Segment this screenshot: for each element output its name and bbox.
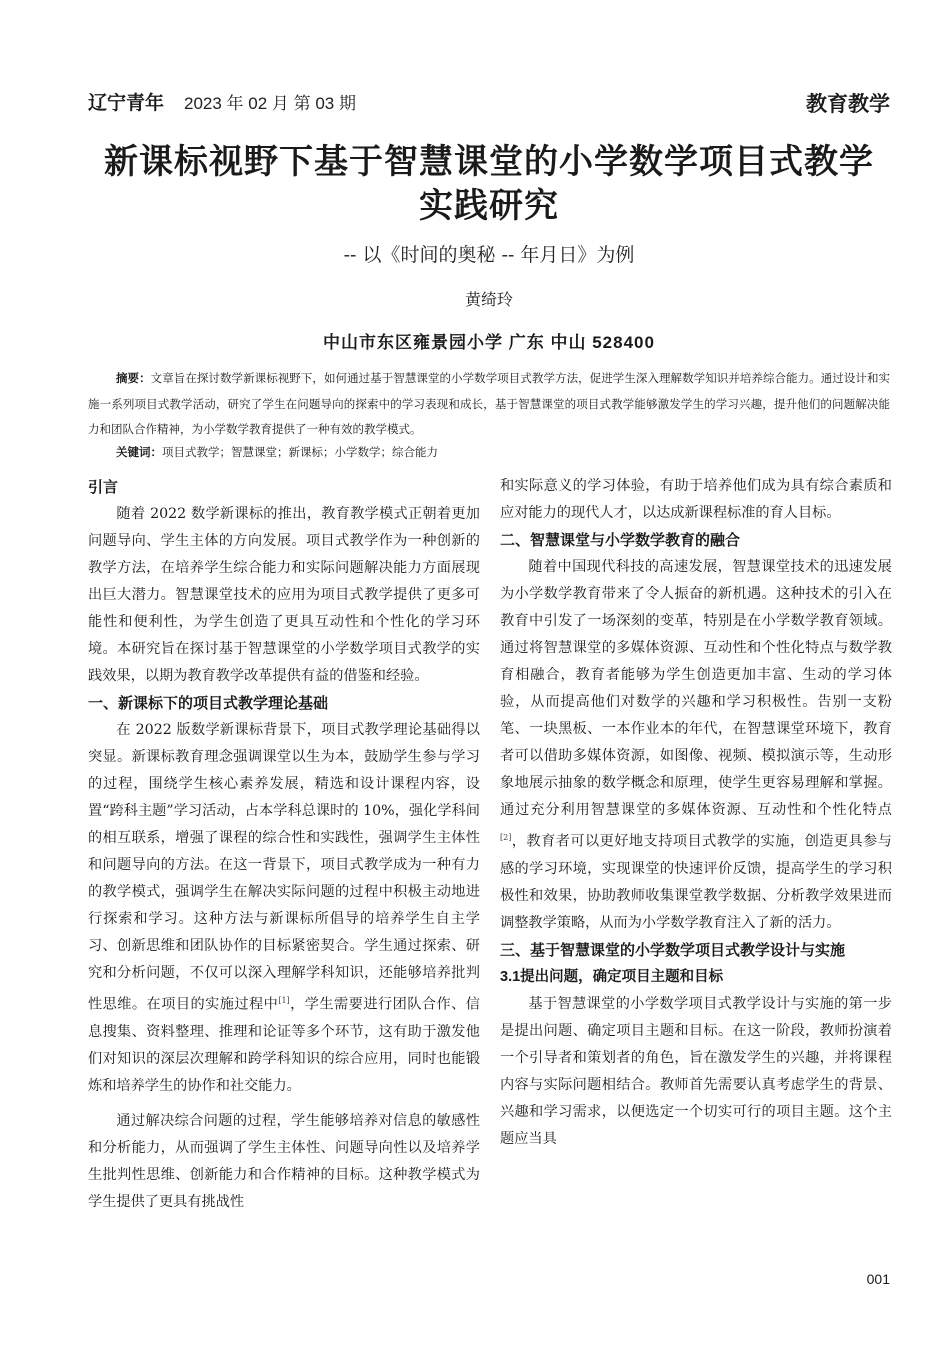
article-title: 新课标视野下基于智慧课堂的小学数学项目式教学实践研究 bbox=[104, 142, 874, 226]
abstract bbox=[88, 366, 890, 442]
keywords-label: 关键词： bbox=[116, 447, 162, 459]
intro-paragraph: 随着 2022 数学新课标的推出，教育教学模式正朝着更加问题导向、学生主体的方向发展。项目式教学作为一种创新的教学方法，在培养学生综合能力和实际问题解决能力方面展现出巨大潜力。智慧课堂技术的应用为项目式教学提供了更多可能性和便利性，为学生创造了更具互动性和个性化的学习环境。本研究旨在探讨基于智慧课堂的小学数学项目式教学的实践效果，以期为教育教学改革提供有益的借鉴和经验。 bbox=[88, 506, 480, 684]
section-2-paragraph-text-b: ，教育者可以更好地支持项目式教学的实施，创造更具参与感的学习环境，实现课堂的快速评价反馈，提高学生的学习积极性和效果，协助教师收集课堂教学数据、分析教学效果进而调整教学策略，从而为小学数学教育注入了新的活力。 bbox=[500, 833, 892, 931]
abstract-text: 文章旨在探讨数学新课标视野下，如何通过基于智慧课堂的小学数学项目式教学方法，促进学生深入理解数学知识并培养综合能力。通过设计和实施一系列项目式教学活动，研究了学生在问题导向的探索中的学习表现和成长，基于智慧课堂的项目式教学能够激发学生的学习兴趣，提升他们的问题解决能力和团队合作精神，为小学数学教育提供了一种有效的教学模式。 bbox=[88, 371, 891, 436]
section-1-paragraph-2: 通过解决综合问题的过程，学生能够培养对信息的敏感性和分析能力，从而强调了学生主体性、问题导向性以及培养学生批判性思维、创新能力和合作精神的目标。这种教学模式为学生提供了更具有挑战性 bbox=[88, 1112, 480, 1210]
section-3-1-heading: 3.1提出问题，确定项目主题和目标 bbox=[500, 968, 724, 985]
author-affiliation: 中山市东区雍景园小学 广东 中山 528400 bbox=[323, 333, 655, 352]
keywords bbox=[116, 442, 890, 463]
section-label: 教育教学 bbox=[806, 93, 890, 116]
journal-name: 辽宁青年 bbox=[88, 93, 165, 114]
section-2-heading: 二、智慧课堂与小学数学教育的融合 bbox=[500, 532, 741, 549]
article-subtitle: -- 以《时间的奥秘 -- 年月日》为例 bbox=[343, 244, 635, 266]
page-header bbox=[88, 88, 890, 122]
section-3-heading: 三、基于智慧课堂的小学数学项目式教学设计与实施 bbox=[500, 941, 846, 959]
author-name: 黄绮玲 bbox=[464, 290, 513, 309]
citation-1: [1] bbox=[278, 996, 290, 1005]
section-1-heading: 一、新课标下的项目式教学理论基础 bbox=[88, 695, 329, 712]
section-1-paragraph-1 bbox=[88, 717, 480, 1100]
page-number: 001 bbox=[866, 1271, 890, 1287]
issue-info: 2023 年 02 月 第 03 期 bbox=[184, 94, 356, 113]
abstract-label: 摘要： bbox=[116, 373, 151, 385]
keywords-text: 项目式教学；智慧课堂；新课标；小学数学；综合能力 bbox=[162, 445, 438, 459]
section-3-1-paragraph: 基于智慧课堂的小学数学项目式教学设计与实施的第一步是提出问题、确定项目主题和目标。在这一阶段，教师扮演着一个引导者和策划者的角色，旨在激发学生的兴趣，并将课程内容与实际问题相结合。教师首先需要认真考虑学生的背景、兴趣和学习需求，以便选定一个切实可行的项目主题。这个主题应当具 bbox=[500, 995, 892, 1147]
continued-paragraph: 和实际意义的学习体验，有助于培养他们成为具有综合素质和应对能力的现代人才，以达成新课程标准的育人目标。 bbox=[500, 478, 892, 521]
section-2-paragraph bbox=[500, 554, 892, 937]
section-1-paragraph-1-text-b: ，学生需要进行团队合作、信息搜集、资料整理、推理和论证等多个环节，这有助于激发他们对知识的深层次理解和跨学科知识的综合应用，同时也能锻炼和培养学生的协作和社交能力。 bbox=[88, 996, 480, 1094]
section-1-paragraph-1-text-a: 在 2022 版数学新课标背景下，项目式教学理论基础得以突显。新课标教育理念强调课堂以生为本，鼓励学生参与学习的过程，围绕学生核心素养发展，精选和设计课程内容，设置“跨科主题”学习活动，占本学科总课时的 10%，强化学科间的相互联系，增强了课程的综合性和实践性，强调学生主体性和问题导向的方法。在这一背景下，项目式教学成为一种有力的教学模式，强调学生在解决实际问题的过程中积极主动地进行探索和学习。这种方法与新课标所倡导的培养学生自主学习、创新思维和团队协作的目标紧密契合。学生通过探索、研究和分析问题，不仅可以深入理解学科知识，还能够培养批判性思维。在项目的实施过程中 bbox=[88, 722, 480, 1013]
section-2-paragraph-text-a: 随着中国现代科技的高速发展，智慧课堂技术的迅速发展为小学数学教育带来了令人振奋的新机遇。这种技术的引入在教育中引发了一场深刻的变革，特别是在小学数学教育领域。通过将智慧课堂的多媒体资源、互动性和个性化特点与数学教育相融合，教育者能够为学生创造更加丰富、生动的学习体验，从而提高他们对数学的兴趣和学习积极性。告别一支粉笔、一块黑板、一本作业本的年代，在智慧课堂环境下，教育者可以借助多媒体资源，如图像、视频、模拟演示等，生动形象地展示抽象的数学概念和原理，使学生更容易理解和掌握。通过充分利用智慧课堂的多媒体资源、互动性和个性化特点 bbox=[500, 559, 892, 818]
left-column bbox=[88, 474, 480, 1216]
intro-heading: 引言 bbox=[88, 479, 119, 496]
citation-2: [2] bbox=[500, 833, 512, 842]
right-column bbox=[500, 473, 892, 1153]
